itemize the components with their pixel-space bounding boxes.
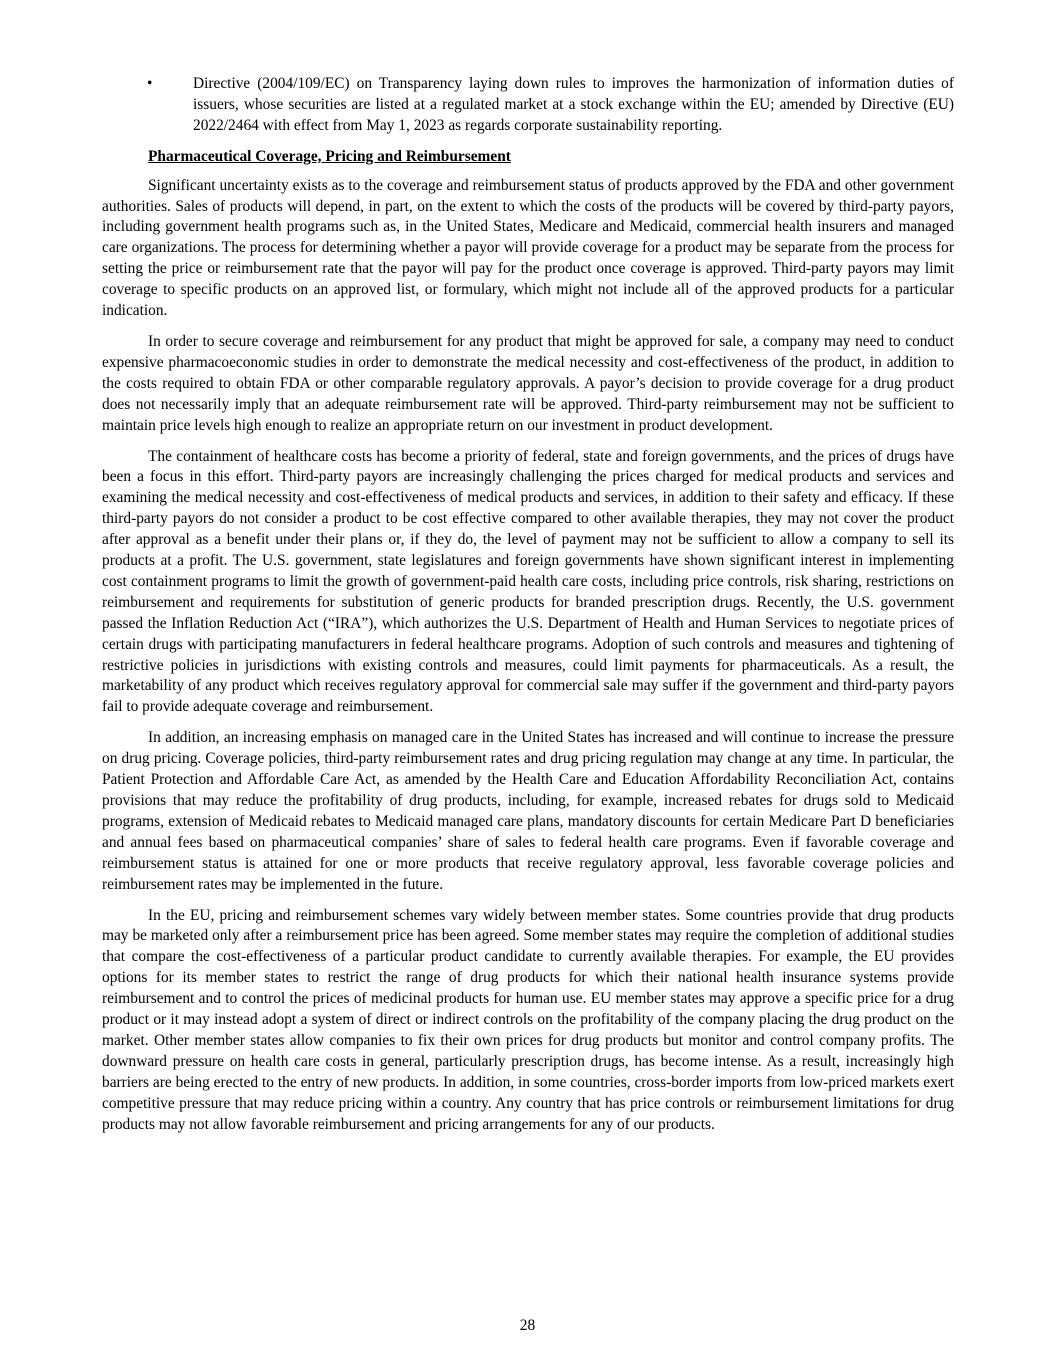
paragraph: The containment of healthcare costs has become a priority of federal, state and foreign governments, and the prices of drugs have been a focus in this effort. Third-party payors are increasingly challenging the prices charged for medical products and services and examining the medical necessity and cost-effectiveness of medical products and services, in addition to their safety and efficacy. If these third-party payors do not consider a product to be cost effective compared to other available therapies, they may not cover the product after approval as a benefit under their plans or, if they do, the level of payment may not be sufficient to allow a company to sell its products at a profit. The U.S. government, state legislatures and foreign governments have shown significant interest in implementing cost containment programs to limit the growth of government-paid health care costs, including price controls, risk sharing, restrictions on reimbursement and requirements for substitution of generic products for branded prescription drugs. Recently, the U.S. government passed the Inflation Reduction Act (“IRA”), which authorizes the U.S. Department of Health and Human Services to negotiate prices of certain drugs with participating manufacturers in federal healthcare programs. Adoption of such controls and measures and tightening of restrictive policies in jurisdictions with existing controls and measures, could limit payments for pharmaceuticals. As a result, the marketability of any product which receives regulatory approval for commercial sale may suffer if the government and third-party payors fail to provide adequate coverage and reimbursement. [102,447,954,716]
section-heading: Pharmaceutical Coverage, Pricing and Reimbursement [148,147,511,165]
paragraph: In addition, an increasing emphasis on managed care in the United States has increased and will continue to increase the pressure on drug pricing. Coverage policies, third-party reimbursement rates and drug pricing regulation may change at any time. In particular, the Patient Protection and Affordable Care Act, as amended by the Health Care and Education Affordability Reconciliation Act, contains provisions that may reduce the profitability of drug products, including, for example, increased rebates for drugs sold to Medicaid programs, extension of Medicaid rebates to Medicaid managed care plans, mandatory discounts for certain Medicare Part D beneficiaries and annual fees based on pharmaceutical companies’ share of sales to federal health care programs. Even if favorable coverage and reimbursement status is attained for one or more products that receive regulatory approval, less favorable coverage policies and reimbursement rates may be implemented in the future. [102,729,954,893]
bullet-icon: • [147,75,153,92]
bullet-item [102,74,954,137]
page-number: 28 [519,1317,536,1334]
paragraph: In order to secure coverage and reimbursement for any product that might be approved for sale, a company may need to conduct expensive pharmacoeconomic studies in order to demonstrate the medical necessity and cost-effectiveness of the product, in addition to the costs required to obtain FDA or other comparable regulatory approvals. A payor’s decision to provide coverage for a drug product does not necessarily imply that an adequate reimbursement rate will be approved. Third-party reimbursement may not be sufficient to maintain price levels high enough to realize an appropriate return on our investment in product development. [102,332,954,434]
paragraph: In the EU, pricing and reimbursement schemes vary widely between member states. Some countries provide that drug products may be marketed only after a reimbursement price has been agreed. Some member states may require the completion of additional studies that compare the cost-effectiveness of a particular product candidate to currently available therapies. For example, the EU provides options for its member states to restrict the range of drug products for which their national health insurance systems provide reimbursement and to control the prices of medicinal products for human use. EU member states may approve a specific price for a drug product or it may instead adopt a system of direct or indirect controls on the profitability of the company placing the drug product on the market. Other member states allow companies to fix their own prices for drug products but monitor and control company profits. The downward pressure on health care costs in general, particularly prescription drugs, has become intense. As a result, increasingly high barriers are being erected to the entry of new products. In addition, in some countries, cross-border imports from low-priced markets exert competitive pressure that may reduce pricing within a country. Any country that has price controls or reimbursement limitations for drug products may not allow favorable reimbursement and pricing arrangements for any of our products. [102,906,954,1133]
paragraph: Significant uncertainty exists as to the coverage and reimbursement status of products approved by the FDA and other government authorities. Sales of products will depend, in part, on the extent to which the costs of the products will be covered by third-party payors, including government health programs such as, in the United States, Medicare and Medicaid, commercial health insurers and managed care organizations. The process for determining whether a payor will provide coverage for a product may be separate from the process for setting the price or reimbursement rate that the payor will pay for the product once coverage is approved. Third-party payors may limit coverage to specific products on an approved list, or formulary, which might not include all of the approved products for a particular indication. [102,176,954,320]
document-body [102,74,954,1146]
bullet-text: Directive (2004/109/EC) on Transparency laying down rules to improves the harmonization of information duties of issuers, whose securities are listed at a regulated market at a stock exchange within the EU; amended by Directive (EU) 2022/2464 with effect from May 1, 2023 as regards corporate sustainability reporting. [193,75,954,134]
